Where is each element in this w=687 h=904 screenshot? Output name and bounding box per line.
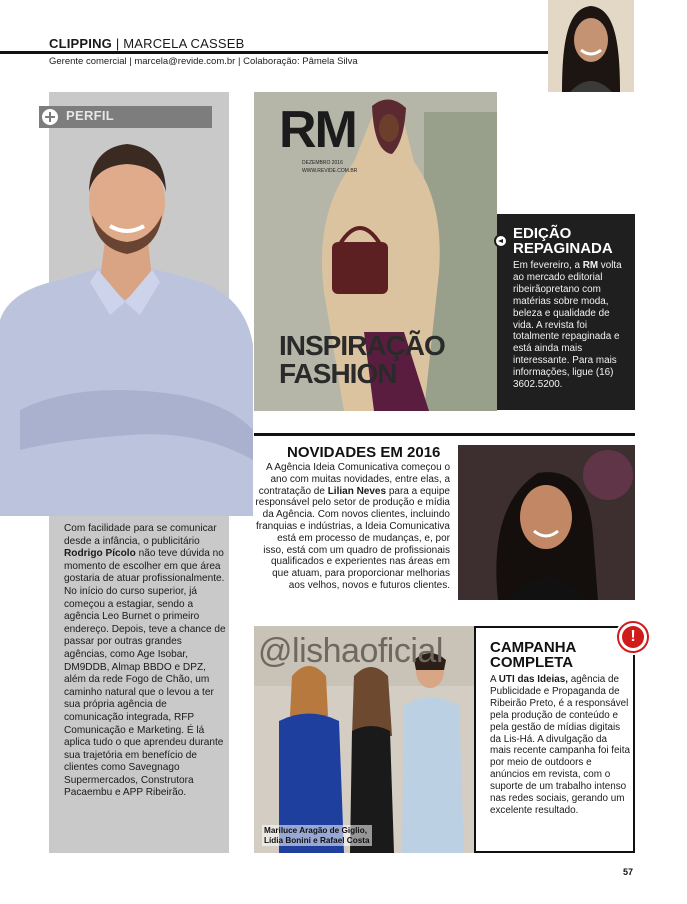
campanha-caption-line1: Mariluce Aragão de Giglio,: [264, 826, 367, 835]
novidades-body-text: [254, 462, 450, 592]
campanha-title: CAMPANHA COMPLETA: [490, 639, 576, 671]
campanha-handle: @lishaoficial: [258, 632, 443, 670]
cover-headline: [279, 332, 445, 388]
cover-date: DEZEMBRO 2016: [302, 160, 343, 166]
edicao-body-text: [513, 260, 631, 391]
cover-url: WWW.REVIDE.COM.BR: [302, 168, 358, 174]
author-contact-line: Gerente comercial | marcela@revide.com.br | Colaboração: Pâmela Silva: [49, 56, 358, 67]
campanha-bold: UTI das Ideias,: [498, 674, 568, 685]
novidades-text-intro: A Agência Ideia Comunicativa começou o ano com muitas novidades, entre elas, a contratação de: [258, 462, 450, 497]
perfil-label: PERFIL: [66, 108, 115, 123]
exclamation-icon: !: [622, 626, 644, 648]
campanha-text-intro: A: [490, 674, 499, 685]
edicao-text-intro: Em fevereiro, a: [513, 260, 583, 271]
perfil-body-text: [64, 523, 226, 800]
edicao-text-rest: volta ao mercado editorial ribeirãopretano com matérias sobre moda, beleza e qualidade de vida. A revista foi totalmente repaginada e está ainda mais interessante. Para mais informações, ligue (16) 3602.5200.: [513, 260, 622, 391]
cover-headline-line2: FASHION: [279, 358, 397, 389]
header-rule: [0, 51, 548, 54]
title-separator: |: [115, 36, 120, 51]
novidades-rule: [254, 433, 635, 436]
section-name: CLIPPING: [49, 36, 112, 51]
novidades-bold: Lilian Neves: [327, 485, 387, 497]
author-name: MARCELA CASSEB: [123, 36, 245, 51]
novidades-text-rest: para a equipe responsável pelo setor de produção e mídia da Agência. Com novos clientes, incluindo franquias e indústrias, a Ideia Comunicativa está em processo de mudanças, e, por isso, está com um quadro de profissionais qualificados e experientes nas áreas em que atuam, para proporcionar melhorias aos velhos, novos e futuros clientes.: [255, 485, 450, 591]
profile-photo: [0, 130, 253, 516]
cover-logo: RM: [279, 101, 356, 159]
perfil-person-name: Rodrigo Pícolo: [64, 548, 136, 560]
edicao-bold: RM: [582, 260, 599, 271]
cover-headline-line1: INSPIRAÇÃO: [279, 330, 445, 361]
perfil-header-bar: [39, 106, 212, 128]
novidades-photo: [458, 445, 635, 600]
edicao-title: EDIÇÃO REPAGINADA: [513, 225, 613, 257]
perfil-text-rest: não teve dúvida no momento de escolher em que área gostaria de atuar profissionalmente. No início do curso superior, já começou a estagiar, sendo a agência Leo Burnet o primeiro endereço. Depois, teve a chance de passar por outras grandes agências, como Age Isobar, DM9DDB, Almap BBDO e DPZ, além da rede Fogo de Chão, um caminho natural que o levou a ter sua própria agência de comunicação integrada, RFP Comunicação e Marketing. É lá aplica tudo o que aprendeu durante sua trajetória em benefício de clientes como Savegnago Supermercados, Construtora Pacaembu e APP Ribeirão.: [64, 548, 226, 799]
perfil-text-intro: Com facilidade para se comunicar desde a infância, o publicitário: [64, 523, 217, 547]
campanha-text-rest: agência de Publicidade e Propaganda de Ribeirão Preto, é a responsável pela produção de conteúdo e pela gestão de mídias digitais da Lis-Há. A divulgação da mais recente campanha foi feita por meio de outdoors e anúncios em revista, com o suporte de um trabalho intenso nas redes sociais, gerando um excelente resultado.: [490, 674, 630, 816]
magazine-cover: [254, 92, 497, 411]
campanha-caption-line2: Lídia Bonini e Rafael Costa: [264, 835, 370, 845]
column-title: [49, 36, 245, 51]
arrow-left-icon: [494, 234, 508, 248]
campanha-caption: [262, 825, 372, 846]
plus-circle-icon: [39, 106, 61, 128]
novidades-title: NOVIDADES EM 2016: [287, 444, 441, 461]
author-photo: [548, 0, 634, 92]
page-number: 57: [623, 867, 634, 877]
campanha-body-text: [490, 674, 630, 817]
